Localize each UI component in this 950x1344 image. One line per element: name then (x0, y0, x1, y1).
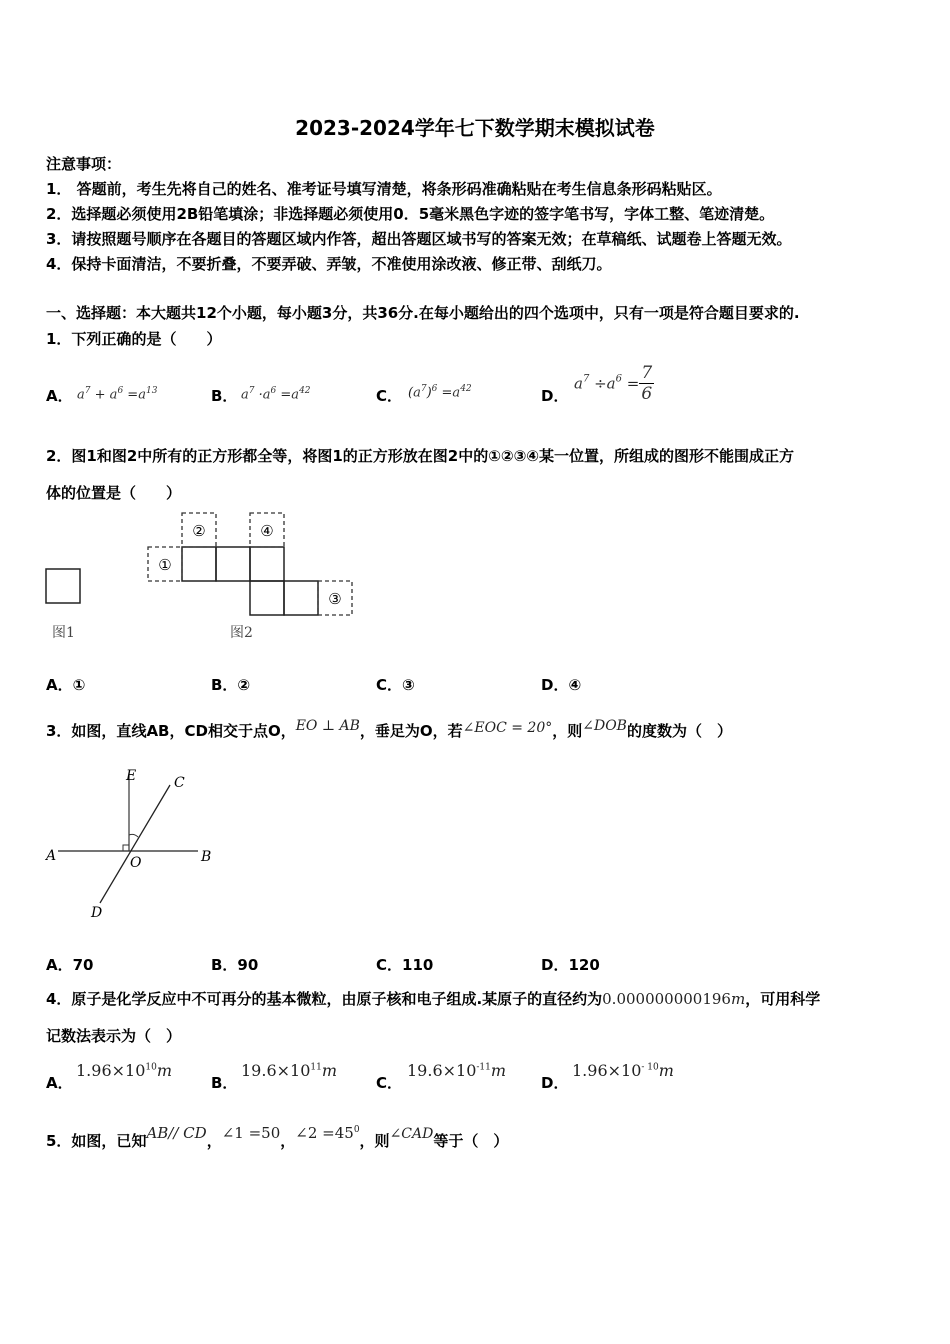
q4-option-d-expr: $1.96\times 10^{- 10}m$ (572, 1061, 674, 1080)
q4-stem-line1: 4．原子是化学反应中不可再分的基本微粒，由原子核和电子组成.某原子的直径约为0.000000000196m，可用科学 (46, 990, 821, 1008)
q3-condition-perp: EO ⊥ AB (295, 718, 360, 734)
q2-option-c: C．③ (376, 676, 415, 694)
q4-value: 0.000000000196 (602, 990, 731, 1008)
q1-option-c-expr: $(a^7)^6 =a^{42}$ (408, 384, 472, 401)
q4-option-b-label: B． (211, 1074, 238, 1092)
q2-option-b: B．② (211, 676, 251, 694)
q4-option-c-expr: $19.6\times 10^{-11}m$ (407, 1061, 507, 1080)
notes-heading: 注意事项： (46, 155, 122, 173)
q3-option-c: C．110 (376, 956, 434, 974)
q5-target-angle: ∠CAD (389, 1126, 434, 1142)
note-item: 2．选择题必须使用2B铅笔填涂；非选择题必须使用0．5毫米黑色字迹的签字笔书写，字体工整、笔迹清楚。 (46, 205, 775, 223)
q2-stem-line2: 体的位置是（ ） (46, 484, 182, 502)
mark-1: ① (158, 556, 172, 574)
q1-stem: 1．下列正确的是（ ） (46, 330, 222, 348)
note-item: 4．保持卡面清洁，不要折叠，不要弄破、弄皱，不准使用涂改液、修正带、刮纸刀。 (46, 255, 612, 273)
q1-option-a-expr: $a^7 + a^6 =a^{13}$ (77, 386, 158, 403)
q1-option-b-label: B． (211, 387, 238, 405)
fig1-label: 图1 (52, 625, 75, 641)
page-title: 2023-2024学年七下数学期末模拟试卷 (295, 116, 655, 140)
q1-option-d-expr: $a^7 \div a^6$ = $\frac{7}{6}$ (574, 363, 653, 404)
q5-condition-parallel: AB// CD (146, 1124, 207, 1142)
point-e: E (126, 768, 137, 784)
mark-4: ④ (260, 522, 274, 540)
fig2-net (182, 547, 318, 615)
point-b: B (201, 849, 212, 865)
line-cd (100, 785, 170, 903)
q4-option-b-expr: $19.6\times 10^{11}m$ (241, 1061, 338, 1080)
q3-option-d: D．120 (541, 956, 600, 974)
point-c: C (174, 775, 185, 791)
note-item: 3．请按照题号顺序在各题目的答题区域内作答，超出答题区域书写的答案无效；在草稿纸、试题卷上答题无效。 (46, 230, 792, 248)
q2-option-a: A．① (46, 676, 86, 694)
q3-option-b: B．90 (211, 956, 259, 974)
q4-option-c-label: C． (376, 1074, 403, 1092)
q3-option-a: A．70 (46, 956, 94, 974)
point-d: D (91, 905, 103, 921)
q5-condition-angle2: ∠2 $=45^0$ (295, 1124, 360, 1142)
mark-2: ② (192, 522, 206, 540)
q3-condition-angle: ∠EOC = 20° (462, 720, 553, 736)
mark-3: ③ (328, 590, 342, 608)
q4-option-a-expr: $1.96\times 10^{10}m$ (76, 1061, 173, 1080)
q2-stem-line1: 2．图1和图2中所有的正方形都全等，将图1的正方形放在图2中的①②③④某一位置，所组成的图形不能围成正方 (46, 447, 794, 465)
q3-stem: 3．如图，直线AB，CD相交于点O，EO ⊥ AB，垂足为O，若∠EOC = 20°，则∠DOB的度数为（ ） (46, 718, 732, 740)
q1-option-c-label: C． (376, 387, 403, 405)
q4-stem-line2: 记数法表示为（ ） (46, 1027, 182, 1045)
q2-option-d: D．④ (541, 676, 582, 694)
q1-option-a-label: A． (46, 387, 73, 405)
q3-figure (40, 763, 230, 928)
fig2-label: 图2 (230, 625, 253, 641)
q4-option-a-label: A． (46, 1074, 73, 1092)
q4-option-d-label: D． (541, 1074, 569, 1092)
point-a: A (46, 848, 57, 864)
note-item: 1． 答题前，考生先将自己的姓名、准考证号填写清楚，将条形码准确粘贴在考生信息条形码粘贴区。 (46, 180, 722, 198)
q1-option-b-expr: $a^7 \cdot a^6 =a^{42}$ (241, 386, 311, 403)
q3-target-angle: ∠DOB (582, 718, 627, 734)
section-heading: 一、选择题：本大题共12个小题，每小题3分，共36分.在每小题给出的四个选项中，只有一项是符合题目要求的. (46, 304, 800, 322)
point-o: O (130, 855, 142, 871)
q5-condition-angle1: ∠1 =50 (221, 1124, 281, 1142)
q2-figure (40, 505, 370, 645)
right-angle-mark (123, 845, 129, 851)
q1-option-d-label: D． (541, 387, 569, 405)
angle-mark (129, 834, 138, 837)
q5-stem: 5．如图，已知AB// CD，∠1 =50，∠2 $=45^0$，则∠CAD等于（ ） (46, 1124, 509, 1150)
fig1-square (46, 569, 80, 603)
